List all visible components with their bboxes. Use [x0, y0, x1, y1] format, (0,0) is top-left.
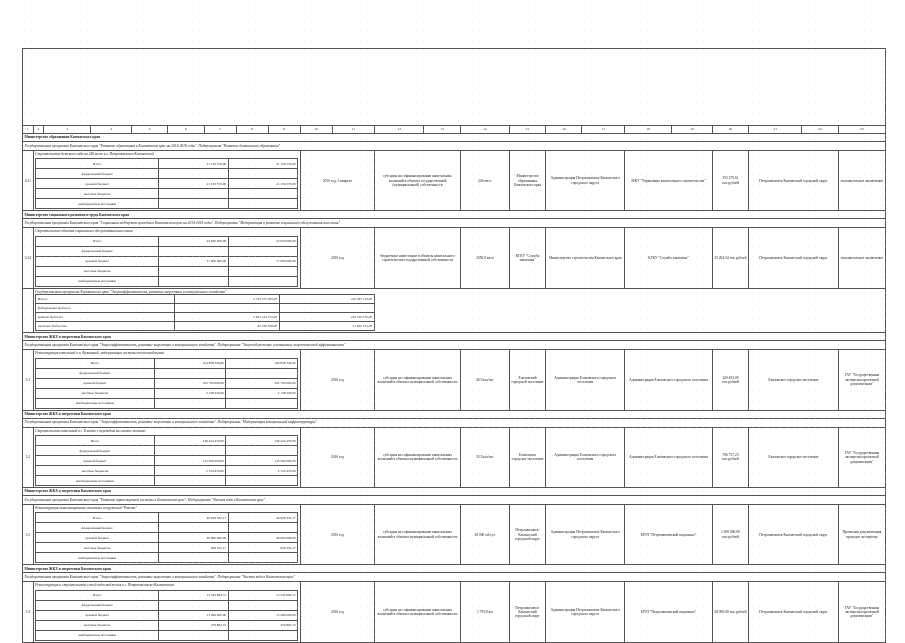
estimated-cost: 1 069 006,00 тыс.рублей	[712, 505, 748, 565]
section-heading: Министерство социального развития и труда Камчатского края	[23, 211, 886, 219]
row-number: 5.4	[23, 582, 34, 642]
financing-row	[36, 446, 298, 456]
financing-row	[36, 398, 298, 408]
financing-source: федеральный бюджет	[36, 246, 159, 256]
object-title: Реконструкция котельной в п. Вулканный, модернизация системы теплоснабжения	[35, 351, 164, 356]
colnum: 8	[236, 126, 268, 134]
financing-amount: 21 136 570,00	[159, 179, 228, 189]
financing-row	[36, 358, 298, 368]
financing-source: Итого	[36, 513, 159, 523]
financing-amount-year: 13 269 000,00	[228, 610, 297, 620]
financing-row	[36, 466, 298, 476]
colnum: 3	[44, 126, 91, 134]
commissioning-year: 2016 год	[300, 505, 375, 565]
row-number: 5.2	[23, 427, 34, 487]
municipality: Елизовское городское поселение	[749, 350, 839, 410]
builder: МУП "Петропавловский водоканал"	[625, 505, 713, 565]
financing-row	[36, 600, 298, 610]
financing-amount-year	[228, 246, 297, 256]
financing-row	[36, 523, 298, 533]
investment-form: субсидия на софинансирование капитальных вложений в объекты государственной (муниципальной) собственности	[375, 151, 460, 211]
colnum: 6	[168, 126, 204, 134]
financing-row	[36, 513, 298, 523]
financing-row	[36, 368, 298, 378]
financing-amount: 13 269 000,00	[159, 610, 228, 620]
municipality: Петропавловск-Камчатский городской округ	[749, 582, 839, 642]
colnum: 16	[546, 126, 582, 134]
financing-amount	[159, 189, 228, 199]
estimated-cost: 28 090,00 тыс.рублей	[712, 582, 748, 642]
object-cell	[33, 427, 300, 487]
header-row	[23, 49, 886, 126]
financing-source: краевой бюджет	[36, 378, 154, 388]
capacity: 2050,0 кв.м	[460, 228, 509, 288]
developer: Администрация Петропавловск-Камчатского городского округа	[546, 505, 625, 565]
developer: Администрация Петропавловск-Камчатского городского округа	[546, 151, 625, 211]
financing-breakdown	[35, 358, 298, 409]
financing-amount: 40 000 000,00	[159, 533, 228, 543]
builder: МУП "Петропавловский водоканал"	[625, 582, 713, 642]
financing-source: внебюджетные источники	[36, 476, 154, 486]
object-cell	[33, 151, 300, 211]
program-row	[23, 142, 886, 151]
header-cells	[23, 49, 886, 126]
financing-amount-year	[228, 600, 297, 610]
financing-amount-year: 240 746 376,00	[279, 313, 374, 322]
colnum: 15	[509, 126, 545, 134]
section-heading-row	[23, 565, 886, 573]
investment-form: субсидия на софинансирование капитальных вложений в объекты муниципальной собственности	[375, 350, 460, 410]
capacity: 35 Гкал/час	[460, 427, 509, 487]
program-row	[23, 219, 886, 228]
section-heading-row	[23, 488, 886, 496]
financing-amount-year: 276 864,72	[228, 620, 297, 630]
program-totals-title: Государственная программа Камчатского края "Энергоэффективность, развитие энергетики и коммунального хозяйства"	[35, 289, 227, 294]
financing-amount-year: 102 700 000,00	[226, 378, 298, 388]
financing-amount-year: 2 138 329,00	[226, 388, 298, 398]
financing-amount	[154, 368, 226, 378]
financing-amount: 276 864,72	[159, 620, 228, 630]
commissioning-year: 2016 год	[300, 228, 375, 288]
financing-breakdown	[35, 236, 298, 287]
financing-row	[36, 295, 374, 304]
financing-amount-year	[226, 446, 298, 456]
financing-amount	[154, 398, 226, 408]
financing-amount-year: 40 000 000,00	[228, 533, 297, 543]
financing-amount: 21 136 570,00	[159, 159, 228, 169]
colnum: 11	[332, 126, 375, 134]
colnum: 4	[91, 126, 132, 134]
financing-amount-year: 2 724 470,00	[226, 466, 298, 476]
colnum: 19	[672, 126, 713, 134]
financing-amount-year: 13 545 864,72	[228, 590, 297, 600]
section-heading: Министерство ЖКХ и энергетики Камчатского края	[23, 410, 886, 418]
object-row	[23, 151, 886, 211]
builder: МКУ "Управление капитального строительства"	[625, 151, 713, 211]
developer: Министерство строительства Камчатского края	[546, 228, 625, 288]
municipality: Петропавловск-Камчатский городской округ	[749, 228, 839, 288]
financing-amount-year: 928 352,17	[228, 543, 297, 553]
object-title: Строительство котельной в г. Елизово с переводом на газовое топливо	[35, 428, 146, 433]
financing-row	[36, 476, 298, 486]
financing-amount	[159, 630, 228, 640]
program-title: Государственная программа Камчатского края "Энергоэффективность, развитие энергетики и коммунального хозяйства". Подпрограмма "Энергосбережение и повышение энергетической эффективности"	[23, 341, 886, 350]
municipality: Елизовское городское поселение	[749, 427, 839, 487]
financing-source: федеральный бюджет	[36, 600, 159, 610]
financing-source: федеральный бюджет	[36, 169, 159, 179]
financing-amount: 102 700 000,00	[154, 378, 226, 388]
financing-source: внебюджетные источники	[36, 553, 159, 563]
customer: Елизовское городское поселение	[509, 427, 545, 487]
financing-amount	[154, 476, 226, 486]
financing-row	[36, 189, 298, 199]
financing-source: местные бюджеты	[36, 543, 159, 553]
program-row	[23, 573, 886, 582]
object-row	[23, 228, 886, 288]
colnum: 5	[131, 126, 167, 134]
financing-amount: 23 050 000,00	[159, 236, 228, 246]
developer: Администрация Петропавловск-Камчатского городского округа	[546, 582, 625, 642]
financing-amount-year: 21 136 570,00	[228, 179, 297, 189]
financing-breakdown	[35, 435, 298, 486]
financing-amount-year	[226, 398, 298, 408]
investment-form: субсидия на софинансирование капитальных вложений в объекты муниципальной собственности	[375, 582, 460, 642]
investment-form: бюджетные инвестиции в объекты капитального строительства государственной собственности	[375, 228, 460, 288]
column-number-row	[23, 126, 886, 134]
financing-source: местные бюджеты	[36, 466, 154, 476]
financing-amount: 2 661 244 372,00	[175, 313, 279, 322]
financing-amount-year: 21 136 570,00	[228, 159, 297, 169]
financing-amount-year	[226, 368, 298, 378]
financing-source: внебюджетные источники	[36, 276, 159, 286]
section-heading: Министерство ЖКХ и энергетики Камчатского края	[23, 565, 886, 573]
builder: Администрация Елизовского городского поселения	[625, 427, 713, 487]
financing-source: краевой бюджет	[36, 456, 154, 466]
expertise: Проектная документация проходит экспертизу	[838, 505, 885, 565]
expertise: положительное заключение	[838, 151, 885, 211]
builder: КГКУ "Служба заказчика"	[625, 228, 713, 288]
object-row	[23, 350, 886, 410]
customer: Петропавловск-Камчатский городской округ	[509, 582, 545, 642]
financing-amount-year: 23 050 000,00	[228, 236, 297, 246]
financing-row	[36, 276, 298, 286]
expertise: положительное заключение	[838, 228, 885, 288]
financing-source: федеральный бюджет	[36, 523, 159, 533]
financing-breakdown	[35, 590, 298, 641]
object-cell	[33, 505, 300, 565]
financing-row	[36, 322, 374, 331]
financing-amount-year: 51 840 734,00	[279, 322, 374, 331]
colnum: 20	[712, 126, 748, 134]
financing-amount: 104 838 329,00	[154, 358, 226, 368]
financing-amount-year	[228, 199, 297, 209]
financing-amount: 17 000 000,00	[159, 256, 228, 266]
financing-amount-year: 136 224 470,00	[226, 436, 298, 446]
builder: Администрация Елизовского городского поселения	[625, 350, 713, 410]
capacity: 1 793,8 км	[460, 582, 509, 642]
financing-source: краевой бюджет	[36, 256, 159, 266]
object-cell	[33, 228, 300, 288]
financing-source: внебюджетные источники	[36, 398, 154, 408]
colnum: 2	[33, 126, 44, 134]
financing-row	[36, 266, 298, 276]
financing-source: краевой бюджет	[36, 533, 159, 543]
financing-source: краевой бюджет	[36, 313, 175, 322]
financing-source: федеральный бюджет	[36, 304, 175, 313]
section-heading-row	[23, 410, 886, 418]
customer: КГКУ "Служба заказчика"	[509, 228, 545, 288]
financing-row	[36, 304, 374, 313]
capacity: 240 мест	[460, 151, 509, 211]
financing-amount: 2 724 470,00	[154, 466, 226, 476]
financing-amount: 40 928 352,17	[159, 513, 228, 523]
program-totals	[33, 288, 885, 332]
financing-row	[36, 388, 298, 398]
commissioning-year: 2016 год	[300, 582, 375, 642]
financing-source: местные бюджеты	[36, 620, 159, 630]
financing-row	[36, 456, 298, 466]
financing-amount	[159, 246, 228, 256]
program-row	[23, 418, 886, 427]
expertise: ГАУ "Государственная экспертиза проектной документации"	[838, 427, 885, 487]
financing-source: Итого	[36, 159, 159, 169]
financing-amount-year	[279, 304, 374, 313]
developer: Администрация Елизовского городского поселения	[546, 427, 625, 487]
customer: Министерство образования Камчатского края	[509, 151, 545, 211]
expertise: ГАУ "Государственная экспертиза проектной документации"	[838, 350, 885, 410]
financing-source: Итого	[36, 590, 159, 600]
financing-amount: 13 545 864,72	[159, 590, 228, 600]
financing-source: местные бюджеты	[36, 388, 154, 398]
row-number: 5.1	[23, 350, 34, 410]
financing-amount-year	[226, 476, 298, 486]
financing-amount-year	[228, 189, 297, 199]
financing-amount-year: 17 000 000,00	[228, 256, 297, 266]
financing-source: Итого	[36, 358, 154, 368]
program-title: Государственная программа Камчатского края "Развитие транспортной системы в Камчатском крае". Подпрограмма "Чистая вода в Камчатском крае"	[23, 496, 886, 505]
object-row	[23, 582, 886, 642]
estimated-cost: 25 204,34 тыс.рублей	[712, 228, 748, 288]
financing-source: федеральный бюджет	[36, 368, 154, 378]
financing-source: внебюджетные источники	[36, 199, 159, 209]
program-title: Государственная программа Камчатского края "Энергоэффективность, развитие энергетики и коммунального хозяйства". Подпрограмма "Модернизация коммунальной инфраструктуры"	[23, 418, 886, 427]
row-number: 4.31	[23, 151, 34, 211]
financing-amount-year: 104 838 329,00	[226, 358, 298, 368]
financing-amount-year: 292 587 110,00	[279, 295, 374, 304]
financing-amount	[159, 169, 228, 179]
financing-row	[36, 246, 298, 256]
program-row	[23, 341, 886, 350]
commissioning-year: 2016 год, 3 квартал	[300, 151, 375, 211]
financing-amount: 928 352,17	[159, 543, 228, 553]
colnum: 12	[375, 126, 424, 134]
commissioning-year: 2016 год	[300, 350, 375, 410]
colnum: 10	[300, 126, 332, 134]
customer: Петропавловск-Камчатский городской округ	[509, 505, 545, 565]
row-number: 4.34	[23, 228, 34, 288]
section-heading-row	[23, 211, 886, 219]
financing-source: местные бюджеты	[36, 189, 159, 199]
financing-amount: 136 224 470,00	[154, 436, 226, 446]
row-number	[23, 288, 34, 332]
financing-row	[36, 630, 298, 640]
commissioning-year: 2016 год	[300, 427, 375, 487]
financing-amount-year	[228, 276, 297, 286]
colnum: 7	[204, 126, 236, 134]
financing-amount	[159, 553, 228, 563]
financing-amount: 82 330 678,00	[175, 322, 279, 331]
section-heading: Министерство ЖКХ и энергетики Камчатского края	[23, 333, 886, 341]
financing-source: Итого	[36, 436, 154, 446]
object-title: Реконструкция и строительство сетей водоснабжения в г. Петропавловске-Камчатском	[35, 583, 174, 588]
colnum: 14	[460, 126, 509, 134]
financing-amount-year	[228, 553, 297, 563]
financing-source: краевой бюджет	[36, 179, 159, 189]
colnum: 18	[625, 126, 672, 134]
colnum: 1	[23, 126, 34, 134]
object-cell	[33, 582, 300, 642]
financing-breakdown	[35, 158, 298, 209]
financing-row	[36, 543, 298, 553]
colnum: 22	[802, 126, 838, 134]
program-title: Государственная программа Камчатского края "Энергоэффективность, развитие энергетики и коммунального хозяйства". Подпрограмма "Чистая вода в Камчатском крае"	[23, 573, 886, 582]
program-row	[23, 496, 886, 505]
capacity: 30 000 м3/сут	[460, 505, 509, 565]
colnum: 21	[749, 126, 802, 134]
financing-row	[36, 236, 298, 246]
section-heading-row	[23, 333, 886, 341]
financing-amount	[154, 446, 226, 456]
financing-amount-year	[228, 266, 297, 276]
object-cell	[33, 350, 300, 410]
financing-row	[36, 436, 298, 446]
municipality: Петропавловск-Камчатский городской округ	[749, 505, 839, 565]
investment-form: субсидия на софинансирование капитальных вложений в объекты муниципальной собственности	[375, 505, 460, 565]
financing-source: Итого	[36, 295, 175, 304]
financing-amount: 2 138 329,00	[154, 388, 226, 398]
financing-breakdown	[35, 294, 374, 331]
object-title: Строительство объекта социального обслуживания населения	[35, 229, 133, 234]
colnum: 23	[838, 126, 885, 134]
financing-source: внебюджетные источники	[36, 630, 159, 640]
financing-amount-year	[228, 630, 297, 640]
financing-amount-year	[228, 523, 297, 533]
financing-amount-year	[228, 169, 297, 179]
section-heading: Министерство ЖКХ и энергетики Камчатского края	[23, 488, 886, 496]
financing-row	[36, 159, 298, 169]
financing-row	[36, 533, 298, 543]
financing-source: Итого	[36, 236, 159, 246]
financing-amount: 2 743 575 050,00	[175, 295, 279, 304]
object-row	[23, 427, 886, 487]
financing-row	[36, 378, 298, 388]
colnum: 17	[582, 126, 625, 134]
financing-row	[36, 553, 298, 563]
financing-amount-year: 133 500 000,00	[226, 456, 298, 466]
financing-row	[36, 199, 298, 209]
estimated-cost: 353 279,61 тыс.рублей	[712, 151, 748, 211]
program-totals-row	[23, 288, 886, 332]
financing-amount	[159, 266, 228, 276]
developer: Администрация Елизовского городского поселения	[546, 350, 625, 410]
section-heading: Министерство образования Камчатского края	[23, 134, 886, 142]
financing-row	[36, 313, 374, 322]
financing-source: федеральный бюджет	[36, 446, 154, 456]
section-heading-row	[23, 134, 886, 142]
financing-amount	[159, 523, 228, 533]
expertise: ГАУ "Государственная экспертиза проектной документации"	[838, 582, 885, 642]
municipality: Петропавловск-Камчатский городской округ	[749, 151, 839, 211]
financing-amount-year: 40 928 352,17	[228, 513, 297, 523]
investment-form: субсидия на софинансирование капитальных вложений в объекты муниципальной собственности	[375, 427, 460, 487]
financing-row	[36, 610, 298, 620]
estimated-cost: 420 453,00 тыс.рублей	[712, 350, 748, 410]
financing-row	[36, 620, 298, 630]
customer: Елизовский городской поселение	[509, 350, 545, 410]
financing-row	[36, 256, 298, 266]
financing-amount	[159, 199, 228, 209]
financing-source: местные бюджеты	[36, 266, 159, 276]
object-title: Строительство детского сада на 240 мест в г. Петропавловск-Камчатский	[35, 152, 154, 156]
financing-amount	[159, 276, 228, 286]
financing-source: краевой бюджет	[36, 610, 159, 620]
financing-row	[36, 169, 298, 179]
colnum: 9	[268, 126, 300, 134]
financing-breakdown	[35, 512, 298, 563]
colnum: 13	[424, 126, 460, 134]
program-title: Государственная программа Камчатского края "Развитие образования в Камчатском крае на 2014-2018 годы". Подпрограмма "Развитие дошкольного образования"	[23, 142, 886, 151]
row-number: 5.3	[23, 505, 34, 565]
financing-source: местные бюджеты	[36, 322, 175, 331]
estimated-cost: 706 737,23 тыс.рублей	[712, 427, 748, 487]
investment-objects-table	[22, 48, 886, 643]
object-row	[23, 505, 886, 565]
financing-row	[36, 179, 298, 189]
financing-amount	[159, 600, 228, 610]
program-title: Государственная программа Камчатского края "Социальная поддержка граждан в Камчатском крае на 2014-2018 годы". Подпрограмма "Модернизация и развитие социального обслуживания населения"	[23, 219, 886, 228]
financing-row	[36, 590, 298, 600]
financing-amount	[175, 304, 279, 313]
object-title: Реконструкция канализационных очистных сооружений "Ракета"	[35, 506, 137, 511]
financing-amount: 133 500 000,00	[154, 456, 226, 466]
capacity: 40 Гкал/час	[460, 350, 509, 410]
